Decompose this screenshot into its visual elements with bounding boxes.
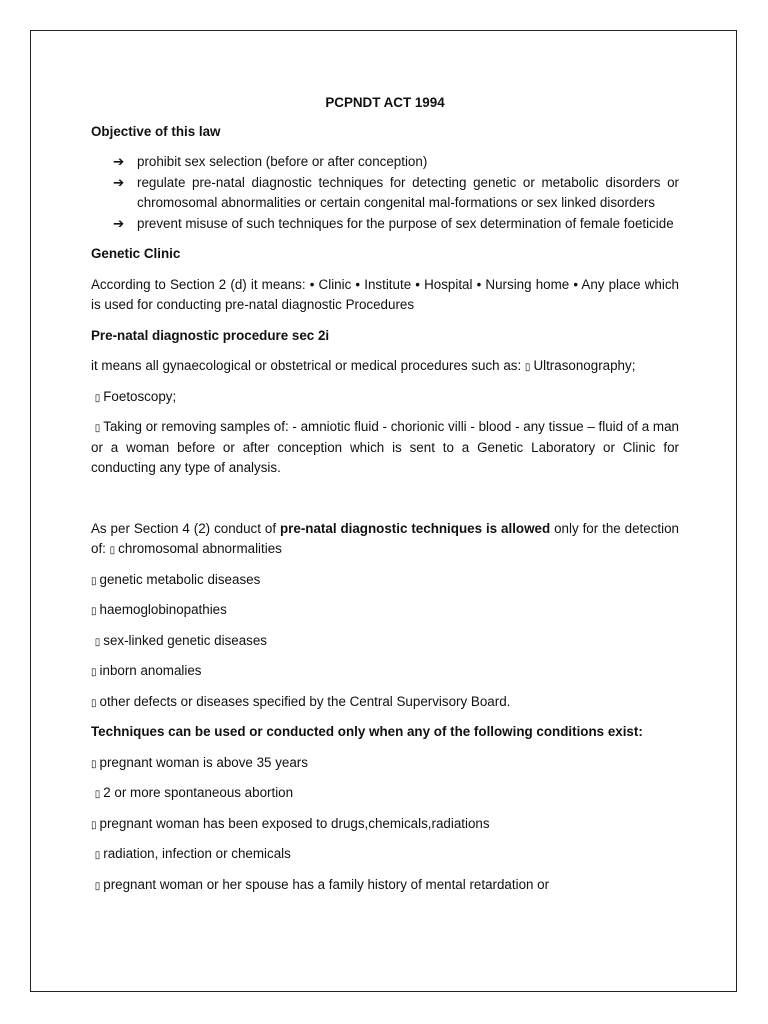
missing-glyph-icon: ▯ [91, 606, 97, 617]
objective-item-text: prevent misuse of such techniques for the purpose of sex determination of female foeticide [137, 215, 674, 231]
missing-glyph-icon: ▯ [91, 667, 97, 678]
condition-item-text: pregnant woman or her spouse has a family history of mental retardation or [103, 876, 550, 892]
section4-first-item: chromosomal abnormalities [118, 541, 282, 556]
section4-intro-pre: As per Section 4 (2) conduct of [91, 520, 280, 536]
detection-item [91, 661, 679, 682]
objective-heading: Objective of this law [91, 123, 221, 139]
missing-glyph-icon: ▯ [91, 758, 97, 770]
arrow-icon: ➔ [113, 215, 125, 231]
missing-glyph-icon: ▯ [91, 575, 97, 587]
condition-item [91, 753, 679, 774]
section4-intro [91, 519, 679, 560]
detection-item [91, 600, 679, 621]
prenatal-intro-text: it means all gynaecological or obstetrical or medical procedures such as: [91, 358, 525, 373]
missing-glyph-icon: ▯ [94, 392, 101, 404]
detection-item-text: sex-linked genetic diseases [103, 632, 268, 648]
detection-item-text: inborn anomalies [99, 663, 202, 678]
arrow-icon: ➔ [113, 174, 125, 190]
condition-item-text: 2 or more spontaneous abortion [103, 785, 294, 800]
genetic-clinic-heading: Genetic Clinic [91, 246, 181, 261]
document-title: PCPNDT ACT 1994 [325, 95, 445, 110]
document-body [91, 93, 679, 905]
missing-glyph-icon: ▯ [91, 819, 97, 831]
prenatal-procedure-heading: Pre-natal diagnostic procedure sec 2i [91, 327, 330, 343]
condition-item-text: radiation, infection or chemicals [103, 846, 291, 861]
genetic-clinic-text: According to Section 2 (d) it means: • Clinic • Institute • Hospital • Nursing home • Any place which is used for conducting pre-natal diagnostic Procedures [91, 276, 679, 312]
samples-text: Taking or removing samples of: - amniotic fluid - chorionic villi - blood - any tissue – fluid of a man or a woman before or after conception which is sent to a Genetic Laboratory or Clinic for conducting any type of analysis. [91, 419, 679, 475]
condition-item-text: pregnant woman is above 35 years [99, 754, 308, 770]
foetoscopy-text: Foetoscopy; [103, 388, 177, 404]
detection-item [91, 570, 679, 591]
prenatal-intro-item: Ultrasonography; [533, 358, 636, 373]
missing-glyph-icon: ▯ [109, 545, 116, 556]
missing-glyph-icon: ▯ [91, 697, 97, 709]
document-page [30, 30, 737, 992]
arrow-icon: ➔ [113, 154, 125, 169]
prenatal-procedure-intro [91, 356, 679, 377]
missing-glyph-icon: ▯ [94, 789, 101, 800]
detection-item-text: haemoglobinopathies [99, 602, 227, 617]
condition-item [91, 844, 679, 865]
condition-item [91, 783, 679, 804]
foetoscopy-item [91, 387, 679, 408]
section4-intro-post: only for the detection of: [91, 520, 679, 556]
samples-item [91, 417, 679, 479]
objective-item [91, 214, 679, 235]
detection-item [91, 692, 679, 713]
condition-item [91, 814, 679, 835]
objective-item-text: prohibit sex selection (before or after conception) [137, 154, 428, 169]
objective-item-text: regulate pre-natal diagnostic techniques for detecting genetic or metabolic disorders or chromosomal abnormalities or certain congenital mal-formations or sex linked disorders [137, 174, 679, 210]
missing-glyph-icon: ▯ [94, 423, 101, 434]
section4-intro-bold: pre-natal diagnostic techniques is allowed [279, 520, 551, 536]
missing-glyph-icon: ▯ [524, 362, 531, 373]
conditions-heading: Techniques can be used or conducted only when any of the following conditions exist: [91, 724, 643, 739]
condition-item [91, 875, 679, 896]
spacer [91, 489, 679, 519]
missing-glyph-icon: ▯ [94, 850, 101, 861]
detection-item-text: genetic metabolic diseases [99, 571, 261, 587]
objective-item [91, 173, 679, 214]
missing-glyph-icon: ▯ [94, 636, 101, 648]
detection-item [91, 631, 679, 652]
missing-glyph-icon: ▯ [94, 880, 101, 892]
condition-item-text: pregnant woman has been exposed to drugs,chemicals,radiations [99, 815, 490, 831]
objective-list [91, 152, 679, 234]
objective-item [91, 152, 679, 173]
detection-item-text: other defects or diseases specified by the Central Supervisory Board. [99, 693, 511, 709]
